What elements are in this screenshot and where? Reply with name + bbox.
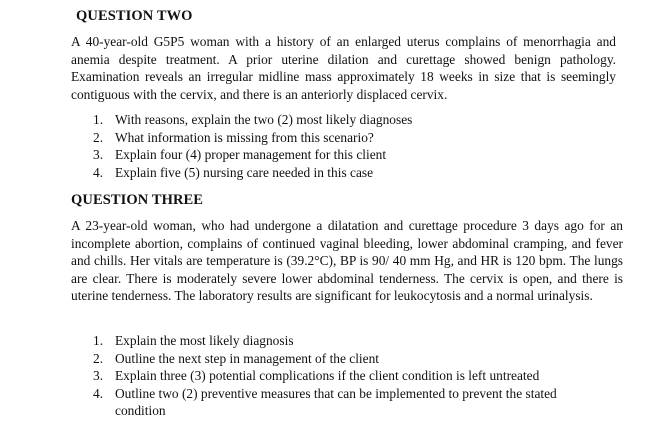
list-item-text: Explain five (5) nursing care needed in this case [115,164,374,180]
list-item-text: With reasons, explain the two (2) most likely diagnoses [115,112,413,127]
list-item [93,385,598,420]
list-item-text: Outline the next step in management of the client [115,350,380,366]
list-item-number: 3. [93,147,104,163]
list-item-number: 1. [93,112,104,127]
list-item [93,164,613,182]
list-item [93,129,613,147]
question-three-heading: QUESTION THREE [71,192,204,208]
list-item-text: Explain four (4) proper management for this client [115,147,387,163]
question-three-scenario: A 23-year-old woman, who had undergone a dilatation and curettage procedure 3 days ago for an incomplete abortion, complains of continued vaginal bleeding, lower abdominal cramping, and fever and chills. Her vitals are temperature is (39.2°C), BP is 90/ 40 mm Hg, and HR is 120 bpm. The lungs are clear. There is moderately severe lower abdominal tenderness. The cervix is open, and there is uterine tenderness. The laboratory results are significant for leukocytosis and a normal urinalysis. [71,218,623,304]
list-item-text: Explain the most likely diagnosis [115,333,294,348]
list-item-number: 4. [93,385,104,401]
list-item-number: 4. [93,164,104,180]
question-two-scenario: A 40-year-old G5P5 woman with a history of an enlarged uterus complains of menorrhagia and anemia despite treatment. A prior uterine dilation and curettage showed benign pathology. Examination reveals an irregular midline mass approximately 18 weeks in size that is seemingly contiguous with the cervix, and there is an anteriorly displaced cervix. [71,34,616,102]
list-item-number: 2. [93,129,104,145]
list-item [93,332,598,350]
question-three-list [93,332,598,420]
list-item-number: 2. [93,350,104,366]
list-item-number: 1. [93,333,104,348]
list-item-text: Outline two (2) preventive measures that can be implemented to prevent the stated condition [115,385,557,419]
list-item-number: 3. [93,368,104,384]
list-item [93,350,598,368]
list-item [93,146,613,164]
list-item-text: Explain three (3) potential complications if the client condition is left untreated [115,368,540,384]
list-item [93,111,613,129]
list-item [93,367,598,385]
question-two-heading: QUESTION TWO [76,8,193,24]
question-two-list [93,111,613,181]
list-item-text: What information is missing from this scenario? [115,129,374,145]
